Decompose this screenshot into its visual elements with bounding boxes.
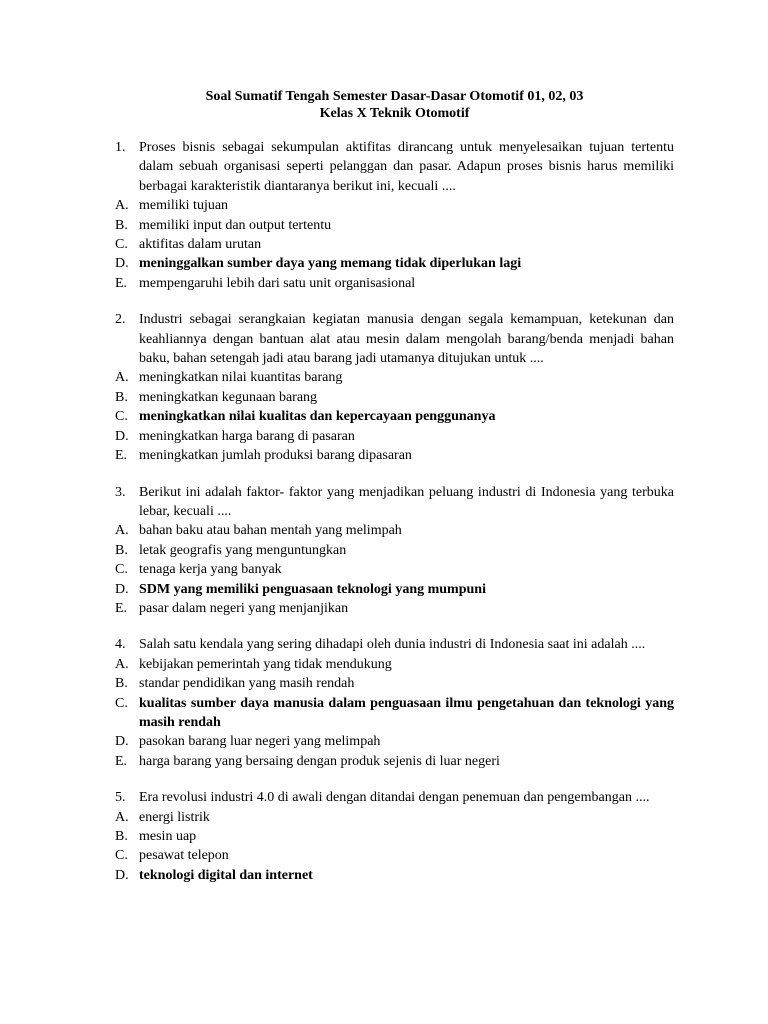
option-text: meningkatkan kegunaan barang [139,389,318,405]
option-letter: D. [115,256,129,272]
option-text: pasokan barang luar negeri yang melimpah [139,734,381,750]
option-letter: D. [115,867,129,883]
option-letter: B. [115,542,128,558]
option-a [115,521,674,540]
question-text: Proses bisnis sebagai sekumpulan aktifitas dirancang untuk menyelesaikan tujuan tertentu dalam sebuah organisasi seperti pelanggan dan pasar. Adapun proses bisnis harus memiliki berbagai karakteristik diantaranya berikut ini, kecuali .... [139,140,674,194]
option-a [115,196,674,215]
option-letter: D. [115,581,129,597]
question-text: Industri sebagai serangkaian kegiatan manusia dengan segala kemampuan, ketekunan dan keahliannya dengan bantuan alat atau mesin dalam mengolah barang/benda menjadi bahan baku, bahan setengah jadi atau barang jadi utamanya ditujukan untuk .... [139,312,674,367]
option-text: bahan baku atau bahan mentah yang melimpah [139,523,402,539]
option-letter: C. [115,562,128,578]
option-letter: A. [115,809,129,825]
option-letter: C. [115,409,128,425]
option-text: meningkatkan harga barang di pasaran [139,428,355,444]
question-text: Berikut ini adalah faktor- faktor yang menjadikan peluang industri di Indonesia yang terbuka lebar, kecuali .... [139,484,674,519]
option-text: energi listrik [139,809,210,825]
option-letter: A. [115,523,129,539]
question-number: 5. [115,790,126,806]
option-text: meningkatkan nilai kualitas dan kepercayaan penggunanya [139,409,496,425]
option-letter: E. [115,448,128,464]
question-3 [115,483,674,619]
question-2 [115,310,674,465]
option-c [115,560,674,579]
option-text: aktifitas dalam urutan [139,237,262,253]
option-text: pesawat telepon [139,848,229,864]
option-d [115,866,674,885]
option-letter: C. [115,848,128,864]
question-stem [115,788,674,807]
option-letter: D. [115,734,129,750]
question-stem [115,635,674,654]
option-text: standar pendidikan yang masih rendah [139,676,355,692]
option-letter: D. [115,428,129,444]
option-text: SDM yang memiliki penguasaan teknologi yang mumpuni [139,581,486,597]
option-text: tenaga kerja yang banyak [139,562,282,578]
option-letter: B. [115,217,128,233]
question-stem [115,483,674,522]
question-number: 3. [115,484,126,500]
option-text: mesin uap [139,829,197,844]
option-letter: A. [115,370,129,386]
option-e [115,599,674,618]
option-c [115,235,674,254]
question-stem [115,310,674,368]
option-text: pasar dalam negeri yang menjanjikan [139,600,349,616]
document-subtitle: Kelas X Teknik Otomotif [319,106,470,121]
document-header [115,88,674,122]
option-a [115,808,674,827]
option-e [115,274,674,293]
option-c [115,694,674,733]
option-d [115,580,674,599]
option-d [115,254,674,273]
question-stem [115,138,674,196]
option-d [115,427,674,446]
question-4 [115,635,674,771]
option-text: teknologi digital dan internet [139,867,313,883]
option-letter: B. [115,829,128,844]
option-text: meninggalkan sumber daya yang memang tidak diperlukan lagi [139,256,522,272]
option-letter: A. [115,656,129,672]
option-letter: B. [115,389,128,405]
option-letter: C. [115,237,128,253]
option-d [115,732,674,751]
question-text: Salah satu kendala yang sering dihadapi oleh dunia industri di Indonesia saat ini adalah .... [139,637,646,653]
option-letter: E. [115,275,128,291]
question-number: 2. [115,312,126,328]
option-text: mempengaruhi lebih dari satu unit organisasional [139,275,416,291]
option-b [115,674,674,693]
document-title: Soal Sumatif Tengah Semester Dasar-Dasar Otomotif 01, 02, 03 [205,89,584,104]
option-b [115,827,674,846]
option-text: letak geografis yang menguntungkan [139,542,347,558]
option-text: memiliki tujuan [139,198,229,214]
option-e [115,446,674,465]
option-text: meningkatkan nilai kuantitas barang [139,370,343,386]
question-5 [115,788,674,885]
option-letter: E. [115,600,128,616]
option-a [115,368,674,387]
question-number: 1. [115,140,126,155]
option-letter: B. [115,676,128,692]
option-text: memiliki input dan output tertentu [139,217,332,233]
option-text: meningkatkan jumlah produksi barang dipasaran [139,448,412,464]
option-letter: E. [115,753,128,769]
question-list [115,138,674,902]
option-a [115,655,674,674]
option-b [115,388,674,407]
option-text: harga barang yang bersaing dengan produk sejenis di luar negeri [139,753,500,769]
option-c [115,407,674,426]
option-b [115,541,674,560]
option-c [115,846,674,865]
question-number: 4. [115,637,126,653]
option-letter: C. [115,695,128,711]
question-1 [115,138,674,293]
option-letter: A. [115,198,129,214]
option-text: kebijakan pemerintah yang tidak mendukung [139,656,392,672]
option-b [115,216,674,235]
question-text: Era revolusi industri 4.0 di awali dengan ditandai dengan penemuan dan pengembangan .... [139,790,650,806]
option-text: kualitas sumber daya manusia dalam penguasaan ilmu pengetahuan dan teknologi yang masih rendah [139,695,674,730]
option-e [115,752,674,771]
